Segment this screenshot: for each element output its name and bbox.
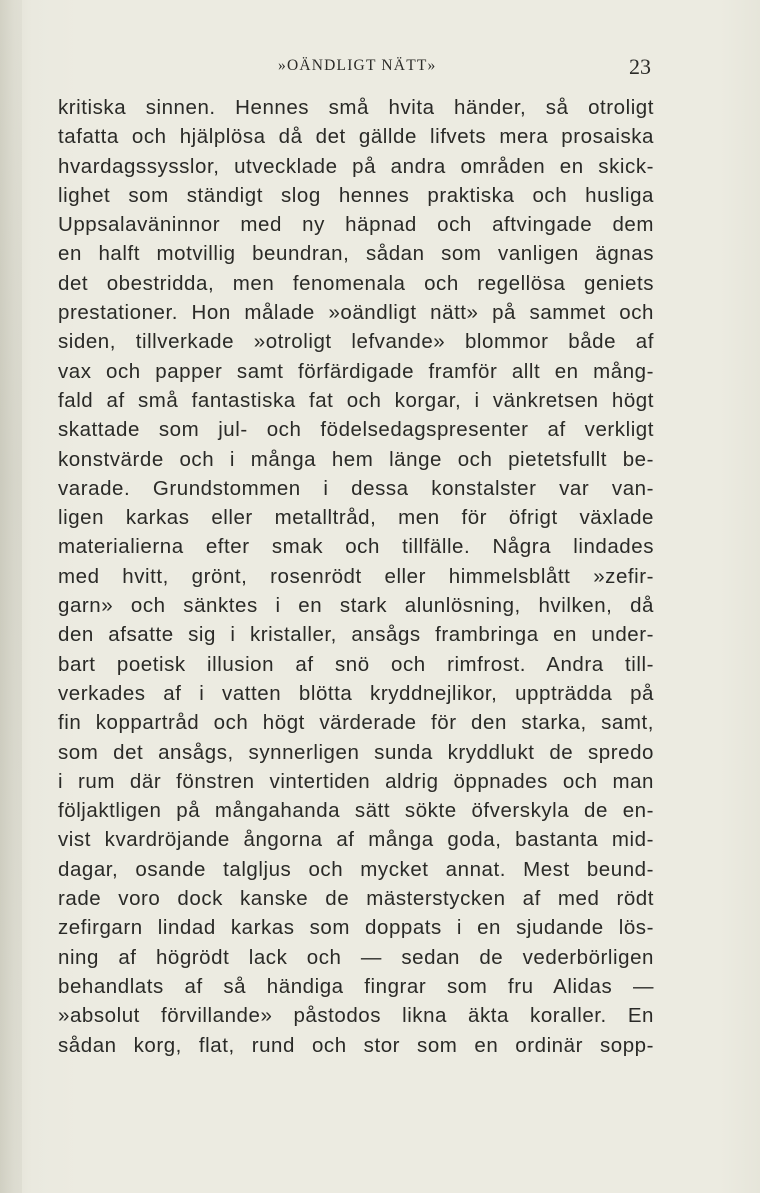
text-line: den afsatte sig i kristaller, ansågs frambringa en under- [58, 623, 654, 647]
text-line: kritiska sinnen. Hennes små hvita händer, så otroligt [58, 96, 654, 119]
running-header [0, 54, 760, 81]
text-line: Uppsalaväninnor med ny häpnad och aftvingade dem [58, 213, 654, 237]
text-line: »absolut förvillande» påstodos likna äkta koraller. En [58, 1004, 654, 1028]
body-text [58, 93, 654, 1060]
binding-gutter-shadow [0, 0, 22, 1193]
text-line: bart poetisk illusion af snö och rimfrost. Andra till- [58, 652, 654, 676]
text-line: fald af små fantastiska fat och korgar, i vänkretsen högt [58, 388, 654, 412]
text-line: varade. Grundstommen i dessa konstalster var van- [58, 476, 654, 500]
text-line: hvardagssysslor, utvecklade på andra områden en skick- [58, 154, 654, 178]
text-line: skattade som jul- och födelsedagspresenter af verkligt [58, 418, 654, 442]
text-line: det obestridda, men fenomenala och regellösa geniets [58, 271, 654, 295]
text-line: dagar, osande talgljus och mycket annat. Mest beund- [58, 857, 654, 881]
text-line: zefirgarn lindad karkas som doppats i en sjudande lös- [58, 916, 654, 940]
text-line: en halft motvillig beundran, sådan som vanligen ägnas [58, 242, 654, 266]
text-line: vax och papper samt förfärdigade framför allt en mång- [58, 359, 654, 383]
text-line: siden, tillverkade »otroligt lefvande» blommor både af [58, 330, 654, 354]
text-line: ning af högrödt lack och — sedan de vederbörligen [58, 945, 654, 969]
text-line: rade voro dock kanske de mästerstycken af med rödt [58, 887, 654, 911]
text-line: materialierna efter smak och tillfälle. Några lindades [58, 535, 654, 559]
text-line: konstvärde och i många hem länge och pietetsfullt be- [58, 447, 654, 471]
text-line: sådan korg, flat, rund och stor som en ordinär sopp- [58, 1033, 654, 1057]
text-line: garn» och sänktes i en stark alunlösning, hvilken, då [58, 594, 654, 618]
text-line: följaktligen på mångahanda sätt sökte öfverskyla de en- [58, 799, 654, 823]
text-line: fin koppartråd och högt värderade för den starka, samt, [58, 711, 654, 735]
page-number: 23 [629, 54, 651, 79]
text-line: tafatta och hjälplösa då det gällde lifvets mera prosaiska [58, 125, 654, 149]
text-line: verkades af i vatten blötta kryddnejlikor, uppträdda på [58, 681, 654, 705]
text-line: lighet som ständigt slog hennes praktiska och husliga [58, 183, 654, 207]
text-line: med hvitt, grönt, rosenrödt eller himmelsblått »zefir- [58, 564, 654, 588]
running-title: »OÄNDLIGT NÄTT» [278, 57, 437, 74]
text-line: behandlats af så händiga fingrar som fru Alidas — [58, 974, 654, 998]
text-line: som det ansågs, synnerligen sunda kryddlukt de spredo [58, 740, 654, 764]
text-line: ligen karkas eller metalltråd, men för öfrigt växlade [58, 506, 654, 530]
text-line: i rum där fönstren vintertiden aldrig öppnades och man [58, 769, 654, 793]
text-line: prestationer. Hon målade »oändligt nätt» på sammet och [58, 301, 654, 325]
text-line: vist kvardröjande ångorna af många goda, bastanta mid- [58, 828, 654, 852]
